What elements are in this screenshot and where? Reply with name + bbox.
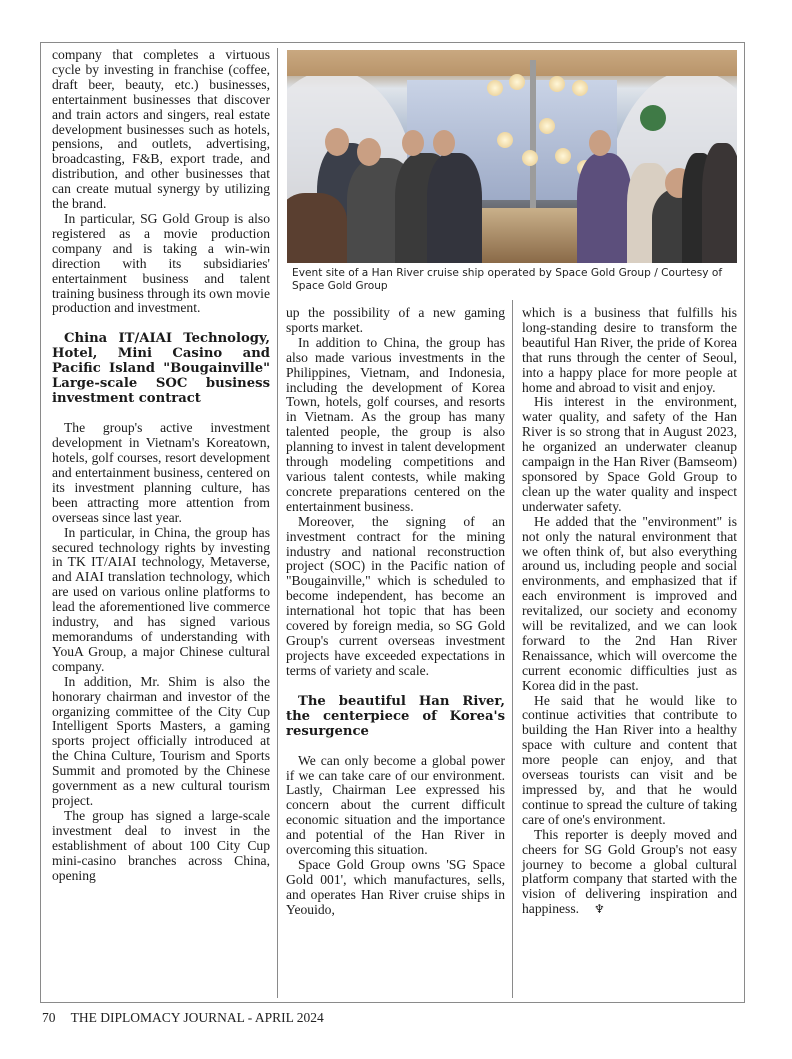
page-footer bbox=[42, 1010, 324, 1026]
paragraph: In addition to China, the group has also made various investments in the Philippines, Vietnam, and Indonesia, including the development of Korea Town, hotels, golf courses, and resorts in Vietnam. As the group has many talented people, the group is also planning to invest in talent development through modeling competitions and various talent contests, while making concrete preparations centered on the entertainment business. bbox=[286, 334, 505, 514]
publication-title: THE DIPLOMACY JOURNAL - APRIL 2024 bbox=[70, 1010, 324, 1025]
paragraph-text: This reporter is deeply moved and cheers for SG Gold Group's not easy journey to become a global cultural platform company that started with the vision of delivering inspiration and happiness. bbox=[522, 826, 737, 917]
paragraph: He said that he would like to continue activities that contribute to building the Han River into a healthy space with culture and content that more people can enjoy, and that overseas tourists can visit and be impressed by, and that he would continue to spread the culture of taking care of one's environment. bbox=[522, 692, 737, 827]
paragraph: We can only become a global power if we can take care of our environment. Lastly, Chairman Lee expressed his concern about the current difficult economic situation and the importance and potential of the Han River in overcoming this situation. bbox=[286, 752, 505, 858]
paragraph: In particular, in China, the group has secured technology rights by investing in TK IT/AIAI technology, Metaverse, and AIAI translation technology, which are used on various online platforms to lead the aforementioned live commerce industry, and has signed various memorandums of understanding with YouA Group, a major Chinese cultural company. bbox=[52, 524, 270, 674]
paragraph: He added that the "environment" is not only the natural environment that we often think of, but also everything around us, including people and social environments, and emphasized that if each environment is improved and revitalized, our society and economy will be revitalized, and we can look forward to the 2nd Han River Renaissance, which will overcome the current economic difficulties just as Korea did in the past. bbox=[522, 513, 737, 693]
paragraph: The group has signed a large-scale investment deal to invest in the establishment of about 100 City Cup mini-casino branches across China, opening bbox=[52, 807, 270, 883]
journal-emblem-icon: ♆ bbox=[594, 902, 605, 917]
paragraph: which is a business that fulfills his long-standing desire to transform the beautiful Han River, the pride of Korea that runs through the center of Seoul, into a happy place for more people at home and abroad to visit and enjoy. bbox=[522, 305, 737, 395]
article-column-3 bbox=[522, 306, 737, 917]
paragraph: Space Gold Group owns 'SG Space Gold 001', which manufactures, sells, and operates Han River cruise ships in Yeouido, bbox=[286, 857, 505, 917]
photo-caption: Event site of a Han River cruise ship operated by Space Gold Group / Courtesy of Space Gold Group bbox=[292, 267, 723, 292]
article-column-1 bbox=[52, 48, 270, 883]
page-number: 70 bbox=[42, 1010, 56, 1025]
article-column-2 bbox=[286, 306, 505, 918]
section-heading-han-river: The beautiful Han River, the centerpiece of Korea's resurgence bbox=[286, 693, 505, 739]
column-divider bbox=[277, 48, 278, 998]
paragraph: In particular, SG Gold Group is also registered as a movie production company and is taking a win-win direction with its subsidiaries' entertainment business and talent training business through its own movie production and investment. bbox=[52, 210, 270, 316]
paragraph-final bbox=[522, 828, 737, 917]
paragraph: In addition, Mr. Shim is also the honorary chairman and investor of the organizing committee of the City Cup Intelligent Sports Masters, a gaming sports project officially introduced at the China Culture, Tourism and Sports Summit and promoted by the Chinese government as a new cultural tourism project. bbox=[52, 673, 270, 808]
paragraph: The group's active investment development in Vietnam's Koreatown, hotels, golf courses, resort development and entertainment business, centered on its investment planning culture, has been attracting more attention from overseas since last year. bbox=[52, 420, 270, 525]
paragraph: company that completes a virtuous cycle by investing in franchise (coffee, draft beer, beauty, etc.) businesses, entertainment businesses that discover and train actors and singers, real estate development businesses such as hotels, pensions, and outlets, advertising, broadcasting, F&B, export trade, and distribution, and other businesses that can create mutual synergy by utilizing the brand. bbox=[52, 47, 270, 212]
paragraph: Moreover, the signing of an investment contract for the mining industry and national reconstruction project (SOC) in the Pacific nation of "Bougainville," which is scheduled to become independent, has become an international hot topic that has been covered by foreign media, so SG Gold Group's current overseas investment projects have exceeded expectations in terms of variety and scale. bbox=[286, 513, 505, 678]
paragraph: His interest in the environment, water quality, and safety of the Han River is so strong that in August 2023, he organized an underwater cleanup campaign in the Han River (Bamseom) sponsored by Space Gold Group to clean up the water quality and inspect underwater safety. bbox=[522, 394, 737, 514]
section-heading-china: China IT/AIAI Technology, Hotel, Mini Casino and Pacific Island "Bougainville" Large-scale SOC business investment contract bbox=[52, 331, 270, 407]
event-photo bbox=[287, 50, 737, 263]
column-divider bbox=[512, 300, 513, 998]
paragraph: up the possibility of a new gaming sports market. bbox=[286, 305, 505, 335]
